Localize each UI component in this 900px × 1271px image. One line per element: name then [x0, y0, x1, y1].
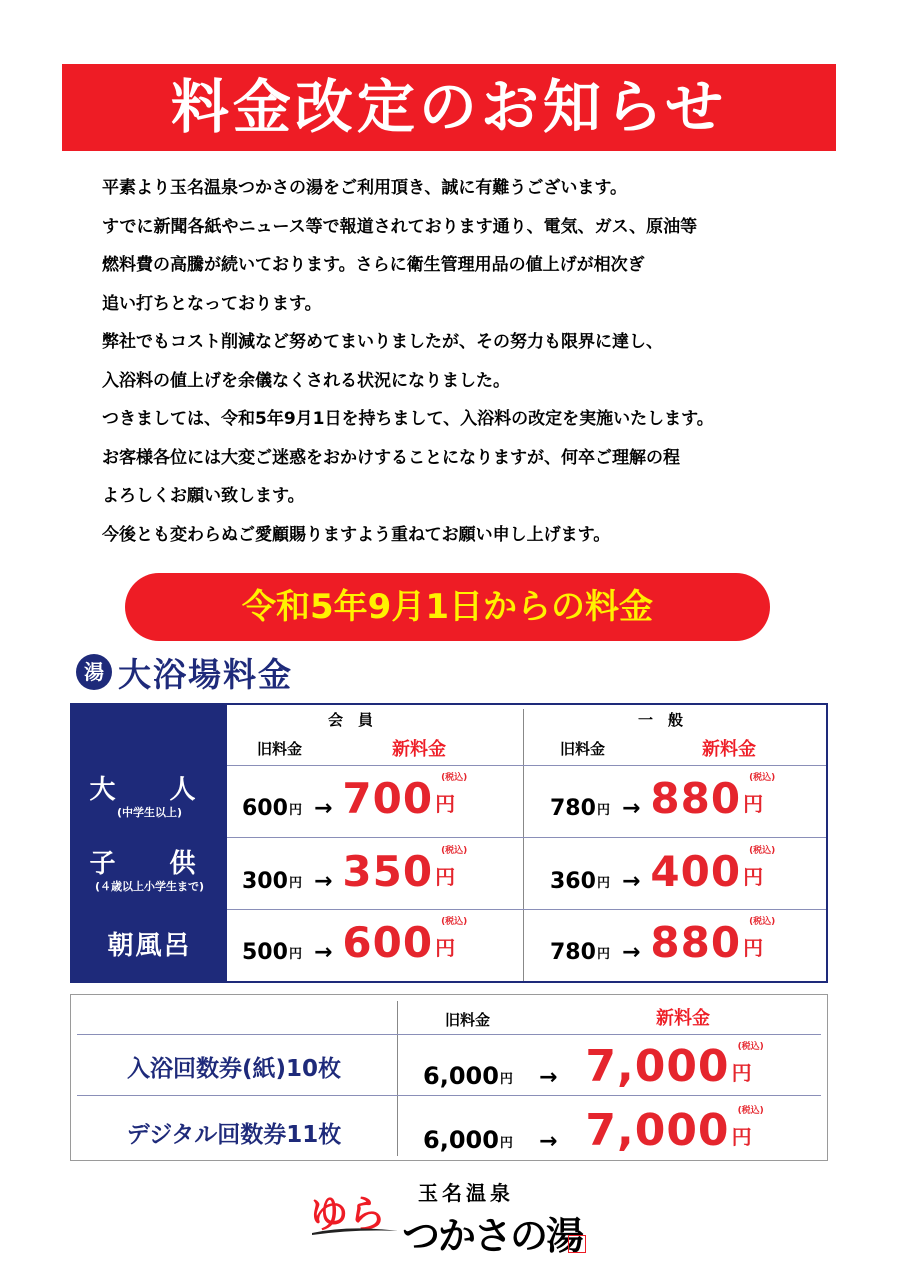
row-label-child [72, 849, 227, 895]
row-label-digital-tickets: デジタル回数券11枚 [126, 1122, 342, 1148]
yen-unit [435, 773, 468, 817]
row-label-adult [72, 775, 227, 821]
price-cell-general-child [550, 846, 776, 896]
yen-unit [731, 1106, 764, 1150]
new-price: 7,000 [585, 1105, 730, 1156]
old-price: 600 [242, 796, 288, 821]
tax-included-note: (税込) [737, 1042, 764, 1052]
tax-included-note: (税込) [441, 773, 468, 783]
new-price: 350 [342, 847, 434, 896]
old-price-header: 旧料金 [445, 1011, 491, 1029]
group-header-member: 会 員 [328, 711, 374, 729]
arrow-icon: → [313, 796, 333, 821]
body-line: 追い打ちとなっております。 [102, 293, 322, 314]
body-line: 入浴料の値上げを余儀なくされる状況になりました。 [102, 370, 510, 391]
logo-name: つかさの湯 [402, 1213, 583, 1258]
yen-unit: 円 [288, 803, 302, 818]
column-divider [523, 709, 524, 981]
row-divider [77, 1034, 821, 1035]
tax-included-note: (税込) [441, 917, 468, 927]
new-price-header: 新料金 [392, 739, 446, 760]
tax-included-note: (税込) [749, 773, 776, 783]
price-cell-general-adult [550, 773, 776, 823]
yen-unit [743, 773, 776, 817]
body-line: 今後とも変わらぬご愛顧賜りますよう重ねてお願い申し上げます。 [102, 524, 611, 545]
tsukasa-no-yu-logo [310, 1175, 600, 1258]
notice-body [102, 176, 822, 561]
row-label-paper-tickets: 入浴回数券(紙)10枚 [126, 1056, 342, 1082]
price-cell-member-morning [242, 917, 468, 967]
yen-unit: 円 [499, 1072, 513, 1087]
ticket-price-paper [423, 1041, 764, 1092]
old-price-header: 旧料金 [257, 740, 303, 758]
yen-unit [743, 917, 776, 961]
new-price: 880 [650, 918, 742, 967]
yen-label: 円 [743, 936, 764, 960]
new-price: 880 [650, 774, 742, 823]
group-header-general: 一 般 [638, 711, 684, 729]
arrow-icon: → [621, 796, 641, 821]
new-price: 600 [342, 918, 434, 967]
yen-unit: 円 [499, 1136, 513, 1151]
new-price-header: 新料金 [656, 1008, 710, 1029]
row-label-sub: (中学生以上) [116, 806, 183, 819]
row-label-text: 大 人 [89, 775, 210, 805]
logo-subtitle: 玉名温泉 [418, 1181, 514, 1205]
row-label-morning-bath [72, 931, 227, 961]
yen-label: 円 [731, 1125, 752, 1149]
row-divider [77, 1095, 821, 1096]
body-line: つきましては、令和5年9月1日を持ちまして、入浴料の改定を実施いたします。 [102, 409, 714, 429]
yen-label: 円 [743, 865, 764, 889]
tax-included-note: (税込) [737, 1106, 764, 1116]
body-line: お客様各位には大変ご迷惑をおかけすることになりますが、何卒ご理解の程 [102, 447, 680, 468]
body-line: よろしくお願い致します。 [102, 486, 305, 506]
yen-unit: 円 [596, 876, 610, 891]
body-line: 燃料費の高騰が続いております。さらに衛生管理用品の値上げが相次ぎ [102, 255, 645, 275]
title-banner: 料金改定のお知らせ [62, 64, 836, 151]
yen-unit [731, 1042, 764, 1086]
old-price: 300 [242, 869, 288, 894]
logo-mark: ゆら [310, 1191, 387, 1236]
body-line: 平素より玉名温泉つかさの湯をご利用頂き、誠に有難うございます。 [102, 178, 627, 198]
old-price: 360 [550, 869, 596, 894]
row-divider [227, 909, 826, 910]
price-cell-general-morning [550, 917, 776, 967]
old-price: 780 [550, 796, 596, 821]
yen-unit: 円 [596, 947, 610, 962]
yen-unit [435, 846, 468, 890]
column-divider [397, 1001, 398, 1156]
old-price: 6,000 [423, 1126, 499, 1154]
row-divider [227, 765, 826, 766]
yen-label: 円 [435, 792, 456, 816]
new-price: 7,000 [585, 1041, 730, 1092]
arrow-icon: → [621, 940, 641, 965]
arrow-icon: → [621, 869, 641, 894]
row-divider [227, 837, 826, 838]
old-price: 780 [550, 940, 596, 965]
yen-label: 円 [435, 865, 456, 889]
tax-included-note: (税込) [749, 846, 776, 856]
tax-included-note: (税込) [749, 917, 776, 927]
yen-unit [743, 846, 776, 890]
price-cell-member-child [242, 846, 468, 896]
bath-icon: 湯 [76, 654, 112, 690]
ticket-price-digital [423, 1105, 764, 1156]
new-price-header: 新料金 [702, 739, 756, 760]
row-label-text: 朝風呂 [107, 931, 192, 961]
yen-unit: 円 [288, 947, 302, 962]
ticket-price-table [70, 994, 828, 1161]
yen-unit: 円 [596, 803, 610, 818]
effective-date-banner: 令和5年9月1日からの料金 [125, 573, 770, 641]
yen-unit: 円 [288, 876, 302, 891]
bath-price-table [70, 703, 828, 983]
yen-label: 円 [731, 1061, 752, 1085]
arrow-icon: → [313, 940, 333, 965]
arrow-icon: → [538, 1129, 558, 1154]
section-title: 大浴場料金 [118, 654, 293, 694]
yen-unit [435, 917, 468, 961]
old-price: 6,000 [423, 1062, 499, 1090]
logo-swoosh [310, 1223, 400, 1237]
old-price: 500 [242, 940, 288, 965]
logo-seal [568, 1235, 586, 1253]
section-heading [76, 650, 293, 694]
body-line: すでに新聞各紙やニュース等で報道されております通り、電気、ガス、原油等 [102, 216, 698, 237]
row-label-text: 子 供 [89, 849, 210, 879]
price-cell-member-adult [242, 773, 468, 823]
new-price: 700 [342, 774, 434, 823]
arrow-icon: → [538, 1065, 558, 1090]
tax-included-note: (税込) [441, 846, 468, 856]
yen-label: 円 [743, 792, 764, 816]
yen-label: 円 [435, 936, 456, 960]
row-label-sub: (４歳以上小学生まで) [94, 880, 205, 893]
old-price-header: 旧料金 [560, 740, 606, 758]
new-price: 400 [650, 847, 742, 896]
body-line: 弊社でもコスト削減など努めてまいりましたが、その努力も限界に達し、 [102, 332, 663, 352]
arrow-icon: → [313, 869, 333, 894]
